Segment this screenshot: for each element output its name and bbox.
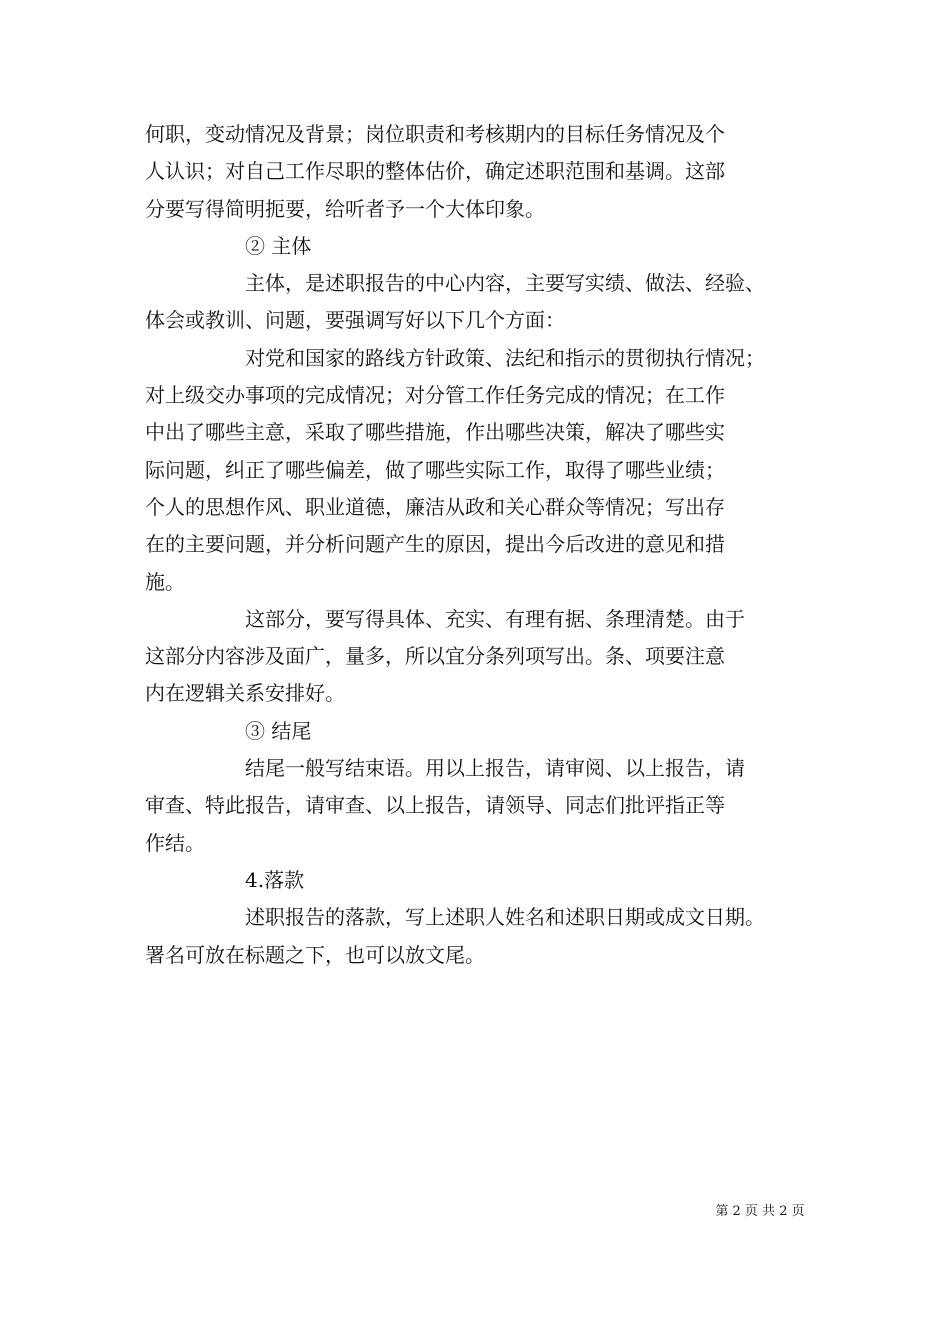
paragraph-start: 这部分，要写得具体、充实、有理有据、条理清楚。由于: [245, 606, 745, 631]
text-line: 分要写得简明扼要，给听者予一个大体印象。: [145, 196, 545, 221]
page-number-footer: 第 2 页 共 2 页: [715, 1204, 805, 1219]
section-heading-main-body: ② 主体: [245, 233, 312, 258]
text-line: 际问题，纠正了哪些偏差，做了哪些实际工作，取得了哪些业绩；: [145, 457, 725, 482]
section-heading-ending: ③ 结尾: [245, 718, 312, 743]
text-line: 对上级交办事项的完成情况；对分管工作任务完成的情况；在工作: [145, 383, 725, 408]
text-line: 审查、特此报告，请审查、以上报告，请领导、同志们批评指正等: [145, 793, 725, 818]
text-line: 个人的思想作风、职业道德，廉洁从政和关心群众等情况；写出存: [145, 494, 725, 519]
text-line: 人认识；对自己工作尽职的整体估价，确定述职范围和基调。这部: [145, 159, 725, 184]
document-body: [145, 116, 835, 974]
text-line: 内在逻辑关系安排好。: [145, 681, 345, 706]
text-line: 这部分内容涉及面广，量多，所以宜分条列项写出。条、项要注意: [145, 644, 725, 669]
text-line: 施。: [145, 569, 185, 594]
text-line: 体会或教训、问题，要强调写好以下几个方面：: [145, 308, 565, 333]
text-line: 中出了哪些主意，采取了哪些措施，作出哪些决策，解决了哪些实: [145, 420, 725, 445]
paragraph-start: 结尾一般写结束语。用以上报告，请审阅、以上报告，请: [245, 756, 745, 781]
text-line: 署名可放在标题之下，也可以放文尾。: [145, 942, 485, 967]
paragraph-start: 对党和国家的路线方针政策、法纪和指示的贯彻执行情况；: [245, 345, 765, 370]
paragraph-start: 主体，是述职报告的中心内容，主要写实绩、做法、经验、: [245, 271, 765, 296]
paragraph-start: 述职报告的落款，写上述职人姓名和述职日期或成文日期。: [245, 905, 765, 930]
text-line: 何职，变动情况及背景；岗位职责和考核期内的目标任务情况及个: [145, 122, 725, 146]
section-heading-signature: 4.落款: [245, 867, 305, 892]
text-line: 在的主要问题，并分析问题产生的原因，提出今后改进的意见和措: [145, 532, 725, 557]
text-line: 作结。: [145, 830, 205, 855]
